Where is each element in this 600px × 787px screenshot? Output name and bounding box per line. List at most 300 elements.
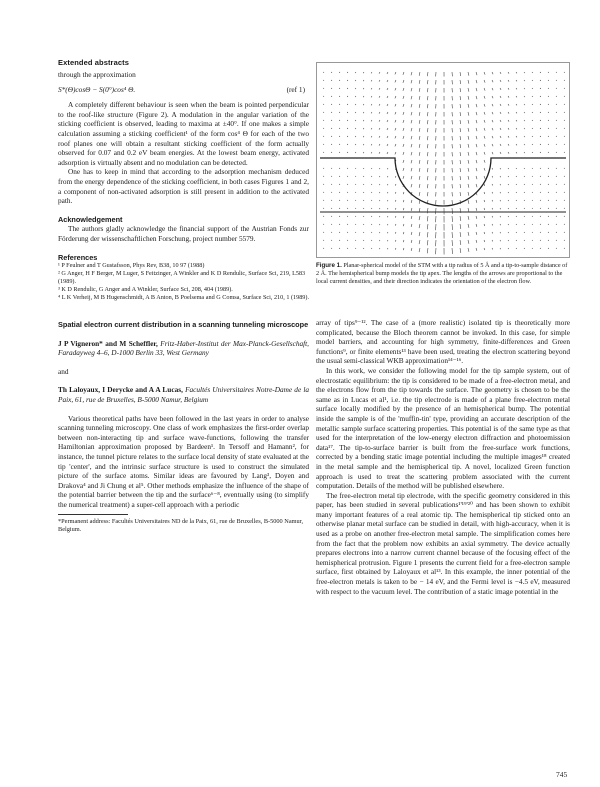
field-arrow	[387, 152, 388, 154]
reference-list	[58, 262, 309, 302]
field-arrow	[371, 112, 372, 113]
field-arrow	[556, 152, 557, 153]
field-arrow	[331, 96, 332, 97]
field-arrow	[427, 80, 428, 84]
field-arrow	[331, 112, 332, 113]
paragraph: In this work, we consider the following model for the tip sample system, out of electrostatic equilibrium: the tip is considered to be made of a free-electron metal, and the electrons flow from the tip towards the surface. The geometry is chosen to be the same as in Lucas et al¹, i.e. the tip electrode is made of a plane free-electron metal surface locally modified by the presence of an hemispherical bump. The potential inside the sample is of the 'muffin-tin' type, providing an accurate description of the metallic sample surface scattering properties. This potential is of the same type as that used for the interpretation of the low-energy electron diffraction and photoemission data¹⁷. The tip-to-surface barrier is built from the free-surface work functions, corrected by a bending static image potential including the multiple images¹⁸ created in the metal sample and the hemispherical tip. A novel, localized Green function approach is used to treat the scattering problem associated with the current computation. Details of the method will be published elsewhere.	[316, 365, 570, 491]
field-arrow	[500, 104, 501, 106]
field-arrow	[411, 232, 412, 235]
field-arrow	[532, 176, 533, 177]
field-arrow	[323, 112, 324, 113]
field-arrow	[403, 192, 404, 194]
field-arrow	[355, 240, 356, 241]
field-arrow	[468, 200, 469, 204]
field-arrow	[564, 208, 565, 209]
field-arrow	[411, 88, 412, 91]
field-arrow	[516, 192, 517, 193]
field-arrow	[323, 224, 324, 225]
field-arrow	[427, 216, 428, 221]
field-arrow	[476, 160, 477, 163]
field-arrow	[363, 96, 364, 97]
field-arrow	[379, 248, 380, 249]
field-arrow	[468, 160, 469, 164]
field-arrow	[484, 232, 485, 234]
ack-text: The authors gladly acknowledge the financial support of the Austrian Fonds zur Förderung der wissenschaftlichen Forschung, project number 5579.	[58, 224, 309, 243]
field-arrow	[476, 80, 477, 83]
field-arrow	[516, 176, 517, 177]
field-arrow	[484, 120, 485, 123]
field-arrow	[339, 168, 340, 169]
field-arrow	[355, 224, 356, 225]
field-arrow	[556, 72, 557, 73]
field-arrow	[516, 200, 517, 201]
field-arrow	[339, 176, 340, 177]
field-arrow	[556, 192, 557, 193]
field-arrow	[540, 104, 541, 105]
field-arrow	[347, 128, 348, 129]
field-arrow	[331, 240, 332, 241]
field-arrow	[460, 88, 461, 92]
field-arrow	[411, 176, 412, 179]
field-arrow	[419, 80, 420, 84]
field-arrow	[355, 128, 356, 129]
field-arrow	[387, 144, 388, 146]
field-arrow	[371, 144, 372, 145]
field-arrow	[355, 72, 356, 73]
field-arrow	[331, 144, 332, 145]
field-arrow	[484, 240, 485, 242]
field-arrow	[548, 136, 549, 137]
field-arrow	[516, 184, 517, 185]
field-arrow	[331, 232, 332, 233]
field-arrow	[331, 200, 332, 201]
field-arrow	[500, 120, 501, 122]
field-arrow	[427, 152, 428, 156]
field-arrow	[355, 144, 356, 145]
field-arrow	[492, 112, 493, 114]
field-arrow	[548, 168, 549, 169]
field-arrow	[323, 120, 324, 121]
field-arrow	[492, 104, 493, 106]
field-arrow	[524, 72, 525, 73]
field-arrow	[492, 168, 493, 169]
left-column	[58, 70, 309, 534]
field-arrow	[460, 176, 461, 180]
reference-item: ² G Anger, H F Berger, M Luger, S Feitzinger, A Winkler and K D Rendulic, Surface Sci, 219, L583 (1989).	[58, 270, 306, 286]
field-arrow	[363, 248, 364, 249]
field-arrow	[564, 192, 565, 193]
author-block-1	[58, 339, 309, 358]
field-arrow	[347, 200, 348, 201]
field-arrow	[548, 224, 549, 225]
field-arrow	[395, 232, 396, 234]
field-arrow	[508, 104, 509, 106]
field-arrow	[476, 72, 477, 75]
field-arrow	[484, 136, 485, 139]
field-arrow	[331, 224, 332, 225]
field-arrow	[460, 248, 461, 253]
field-arrow	[532, 240, 533, 241]
field-arrow	[411, 144, 412, 147]
field-arrow	[468, 184, 469, 188]
field-arrow	[532, 200, 533, 201]
field-arrow	[524, 96, 525, 97]
right-column	[316, 318, 570, 596]
field-arrow	[387, 96, 388, 98]
field-arrow	[532, 112, 533, 113]
field-arrow	[476, 232, 477, 235]
reference-item: ³ K D Rendulic, G Anger and A Winkler, Surface Sci, 208, 404 (1989).	[58, 286, 233, 294]
field-arrow	[460, 224, 461, 229]
field-arrow	[395, 88, 396, 90]
field-arrow	[524, 128, 525, 129]
field-arrow	[564, 80, 565, 81]
and-word: and	[58, 366, 69, 376]
field-arrow	[532, 192, 533, 193]
field-arrow	[508, 208, 509, 209]
field-arrow	[540, 128, 541, 129]
field-arrow	[387, 128, 388, 130]
field-arrow	[387, 200, 388, 201]
field-arrow	[556, 136, 557, 137]
field-arrow	[564, 176, 565, 177]
field-arrow	[532, 136, 533, 137]
figure-1	[316, 62, 570, 292]
field-arrow	[355, 80, 356, 81]
field-arrow	[468, 88, 469, 92]
field-arrow	[379, 176, 380, 177]
field-arrow	[331, 184, 332, 185]
field-arrow	[419, 144, 420, 148]
field-arrow	[363, 208, 364, 209]
field-arrow	[387, 208, 388, 209]
field-arrow	[484, 144, 485, 147]
field-arrow	[460, 160, 461, 164]
field-arrow	[387, 88, 388, 90]
field-arrow	[564, 136, 565, 137]
field-arrow	[516, 120, 517, 121]
body-paragraph: Various theoretical paths have been followed in the last years in order to analyse scanning tunneling microscopy. One class of work emphasizes the first-order overlap between non-interacting tip and surface wave-functions, following the transfer Hamiltonian approximation proposed by Bardeen¹. In Tersoff and Hamann², for instance, the tunnel picture relates to the surface local density of state evaluated at the tip 'center', and the intrinsic surface structure is used to construct the simulated picture of the surface atoms. Similar ideas are favoured by Lang³, Doyen and Drakova⁴ and Ji Chung et al⁵. Other methods emphasize the influence of the shape of the potential barrier between the tip and the surface⁶⁻⁸, eventually using (to simplify the numerical treatment) a super-cell approach with a periodic	[58, 413, 309, 509]
field-arrow	[403, 104, 404, 107]
field-arrow	[331, 176, 332, 177]
field-arrow	[379, 80, 380, 82]
field-arrow	[556, 184, 557, 185]
field-arrow	[548, 192, 549, 193]
field-arrow	[556, 176, 557, 177]
field-arrow	[419, 96, 420, 100]
field-arrow	[331, 192, 332, 193]
field-arrow	[395, 104, 396, 106]
field-arrow	[363, 224, 364, 225]
field-arrow	[395, 208, 396, 210]
field-arrow	[387, 216, 388, 217]
field-arrow	[419, 248, 420, 252]
field-arrow	[355, 152, 356, 153]
field-arrow	[452, 240, 453, 246]
field-arrow	[548, 232, 549, 233]
field-arrow	[347, 96, 348, 97]
field-arrow	[363, 112, 364, 113]
field-arrow	[419, 184, 420, 188]
field-arrow	[339, 200, 340, 201]
field-arrow	[476, 176, 477, 179]
field-arrow	[484, 184, 485, 186]
current-field-plot	[316, 62, 570, 258]
field-arrow	[468, 232, 469, 236]
equation-ref: (ref 1)	[286, 84, 305, 94]
field-arrow	[363, 152, 364, 153]
field-arrow	[419, 168, 420, 172]
field-arrow	[492, 88, 493, 90]
field-arrow	[379, 208, 380, 209]
field-arrow	[564, 200, 565, 201]
field-arrow	[379, 120, 380, 122]
field-arrow	[508, 216, 509, 217]
field-arrow	[371, 120, 372, 121]
field-arrow	[524, 240, 525, 241]
field-arrow	[548, 80, 549, 81]
field-arrow	[355, 176, 356, 177]
field-arrow	[532, 128, 533, 129]
field-arrow	[395, 176, 396, 178]
field-arrow	[460, 96, 461, 100]
field-arrow	[524, 144, 525, 145]
field-arrow	[516, 80, 517, 81]
field-arrow	[379, 232, 380, 233]
paragraph: The free-electron metal tip electrode, with the specific geometry considered in this paper, has been studied in several publications¹'¹⁹'²⁰ and has been shown to exhibit many important features of a real atomic tip. The hemispherical tip sticked onto an otherwise planar metal surface can be studied in detail, with high-accuracy, when it is used as a probe on another free-electron metal sample. The simplification comes here from the fact that the problem now exhibits an axial symmetry. The device actually prepares electrons into a narrow current channel because of the focusing effect of the hemispherical protrusion. Figure 1 presents the current field for a free-electron sample surface, first obtained by Laloyaux et al¹³. In this example, the inner potential of the free-electron metals is taken to be − 14 eV, and the Fermi level is −4.5 eV, measured with respect to the vacuum level. The contribution of a static image potential in the	[316, 490, 570, 596]
field-arrow	[500, 200, 501, 201]
field-arrow	[395, 248, 396, 250]
field-arrow	[411, 224, 412, 227]
field-arrow	[371, 168, 372, 169]
field-arrow	[363, 72, 364, 73]
field-arrow	[419, 208, 420, 212]
field-arrow	[548, 200, 549, 201]
field-arrow	[331, 152, 332, 153]
field-arrow	[524, 248, 525, 249]
field-arrow	[540, 96, 541, 97]
field-arrow	[476, 208, 477, 211]
field-arrow	[532, 88, 533, 89]
field-arrow	[532, 152, 533, 153]
field-arrow	[540, 80, 541, 81]
field-arrow	[411, 72, 412, 75]
field-arrow	[395, 136, 396, 138]
paragraph: A completely different behaviour is seen when the beam is pointed perpendicular to the roof-like structure (Figure 2). A modulation in the angular variation of the sticking coefficient is observed, leading to maxima at ±40°. If one makes a simple calculation assuming a sticking coefficient¹ of the form cos⁴ Θ for each of the two roof planes one will obtain a resultant sticking coefficient of the form actually observed for 0.07 and 0.2 eV beam energies. At the lowest beam energy, activated adsorption is virtually absent and no modulation can be detected.	[58, 100, 309, 167]
field-arrow	[331, 208, 332, 209]
field-arrow	[387, 224, 388, 225]
field-arrow	[355, 136, 356, 137]
field-arrow	[403, 96, 404, 99]
field-arrow	[548, 96, 549, 97]
field-arrow	[460, 80, 461, 84]
field-arrow	[347, 120, 348, 121]
field-arrow	[508, 80, 509, 82]
field-arrow	[540, 216, 541, 217]
field-arrow	[532, 96, 533, 97]
field-arrow	[331, 72, 332, 73]
field-arrow	[532, 232, 533, 233]
field-arrow	[564, 144, 565, 145]
field-arrow	[355, 104, 356, 105]
field-arrow	[508, 184, 509, 185]
field-arrow	[484, 176, 485, 179]
field-arrow	[371, 72, 372, 73]
field-arrow	[355, 248, 356, 249]
field-arrow	[540, 192, 541, 193]
field-arrow	[323, 136, 324, 137]
field-arrow	[500, 80, 501, 82]
field-arrow	[411, 80, 412, 83]
figure-label: Figure 1.	[316, 262, 342, 269]
field-arrow	[556, 80, 557, 81]
field-arrow	[508, 88, 509, 90]
field-arrow	[395, 216, 396, 218]
field-arrow	[419, 160, 420, 164]
authors-1: J P Vigneron* and M Scheffler,	[58, 338, 158, 348]
field-arrow	[484, 224, 485, 226]
field-arrow	[452, 208, 453, 214]
field-arrow	[500, 248, 501, 249]
field-arrow	[403, 200, 404, 202]
field-arrow	[556, 144, 557, 145]
field-arrow	[564, 224, 565, 225]
field-arrow	[460, 144, 461, 148]
field-arrow	[323, 248, 324, 249]
field-arrow	[508, 248, 509, 249]
ack-heading: Acknowledgement	[58, 214, 123, 224]
field-arrow	[508, 128, 509, 130]
field-arrow	[548, 104, 549, 105]
field-arrow	[339, 144, 340, 145]
field-arrow	[371, 184, 372, 185]
tip-surface-line	[320, 158, 566, 206]
field-arrow	[419, 72, 420, 76]
field-arrow	[323, 176, 324, 177]
field-arrow	[500, 192, 501, 193]
field-arrow	[323, 96, 324, 97]
field-arrow	[532, 184, 533, 185]
field-arrow	[347, 184, 348, 185]
field-arrow	[427, 208, 428, 213]
field-arrow	[540, 176, 541, 177]
field-arrow	[516, 248, 517, 249]
field-arrow	[371, 240, 372, 241]
field-arrow	[339, 120, 340, 121]
field-arrow	[476, 152, 477, 155]
field-arrow	[508, 120, 509, 122]
field-arrow	[387, 80, 388, 82]
field-arrow	[323, 216, 324, 217]
footnote: *Permanent address: Facultés Universitaires ND de la Paix, 61, rue de Bruxelles, B-5000 Namur, Belgium.	[58, 517, 304, 533]
field-arrow	[331, 128, 332, 129]
field-arrow	[556, 248, 557, 249]
field-arrow	[460, 168, 461, 172]
field-arrow	[452, 224, 453, 230]
field-arrow	[532, 248, 533, 249]
field-arrow	[548, 216, 549, 217]
field-arrow	[492, 208, 493, 209]
field-arrow	[411, 96, 412, 99]
field-arrow	[403, 232, 404, 234]
field-arrow	[339, 136, 340, 137]
field-arrow	[347, 104, 348, 105]
field-arrow	[556, 208, 557, 209]
field-arrow	[387, 104, 388, 106]
field-arrow	[532, 80, 533, 81]
field-arrow	[387, 168, 388, 169]
field-arrow	[500, 152, 501, 154]
field-arrow	[419, 128, 420, 132]
field-arrow	[379, 240, 380, 241]
field-arrow	[323, 152, 324, 153]
field-arrow	[540, 72, 541, 73]
field-arrow	[484, 200, 485, 202]
field-arrow	[403, 176, 404, 179]
field-arrow	[548, 152, 549, 153]
field-arrow	[500, 112, 501, 114]
field-arrow	[371, 176, 372, 177]
field-arrow	[524, 120, 525, 121]
field-arrow	[355, 216, 356, 217]
field-arrow	[548, 144, 549, 145]
figure-caption-text: Planar-spherical model of the STM with a tip radius of 5 Å and a tip-to-sample distance of 2 Å. The hemispherical bump models the tip apex. The lengths of the arrows are proportional to the local current densities, and their direction indicates the orientation of the electron flow.	[316, 262, 568, 285]
field-arrow	[556, 168, 557, 169]
field-arrow	[371, 224, 372, 225]
field-arrow	[347, 192, 348, 193]
field-arrow	[339, 248, 340, 249]
field-arrow	[508, 192, 509, 193]
field-arrow	[411, 200, 412, 203]
field-arrow	[427, 168, 428, 172]
field-arrow	[419, 104, 420, 108]
reference-item: ⁴ L K Verheij, M B Hugenschmidt, A B Anton, B Poelsema and G Comsa, Surface Sci, 210, 1 (1989).	[58, 294, 310, 302]
field-arrow	[468, 176, 469, 180]
field-arrow	[508, 232, 509, 233]
field-arrow	[411, 152, 412, 155]
field-arrow	[532, 216, 533, 217]
field-arrow	[484, 104, 485, 107]
field-arrow	[355, 208, 356, 209]
field-arrow	[540, 144, 541, 145]
field-arrow	[363, 184, 364, 185]
field-arrow	[371, 80, 372, 81]
field-arrow	[331, 168, 332, 169]
field-arrow	[331, 136, 332, 137]
field-arrow	[323, 80, 324, 81]
equation-row	[58, 85, 309, 95]
field-arrow	[379, 136, 380, 138]
field-arrow	[363, 80, 364, 81]
field-arrow	[427, 176, 428, 180]
field-arrow	[395, 120, 396, 122]
field-arrow	[548, 112, 549, 113]
field-arrow	[411, 216, 412, 219]
author-block-2	[58, 385, 309, 404]
field-arrow	[540, 240, 541, 241]
field-arrow	[524, 232, 525, 233]
field-arrow	[403, 120, 404, 123]
field-arrow	[524, 88, 525, 89]
field-arrow	[427, 104, 428, 108]
field-arrow	[363, 192, 364, 193]
field-arrow	[427, 144, 428, 148]
field-arrow	[427, 112, 428, 116]
field-arrow	[508, 96, 509, 98]
field-arrow	[371, 128, 372, 129]
field-arrow	[468, 216, 469, 220]
field-arrow	[516, 104, 517, 105]
